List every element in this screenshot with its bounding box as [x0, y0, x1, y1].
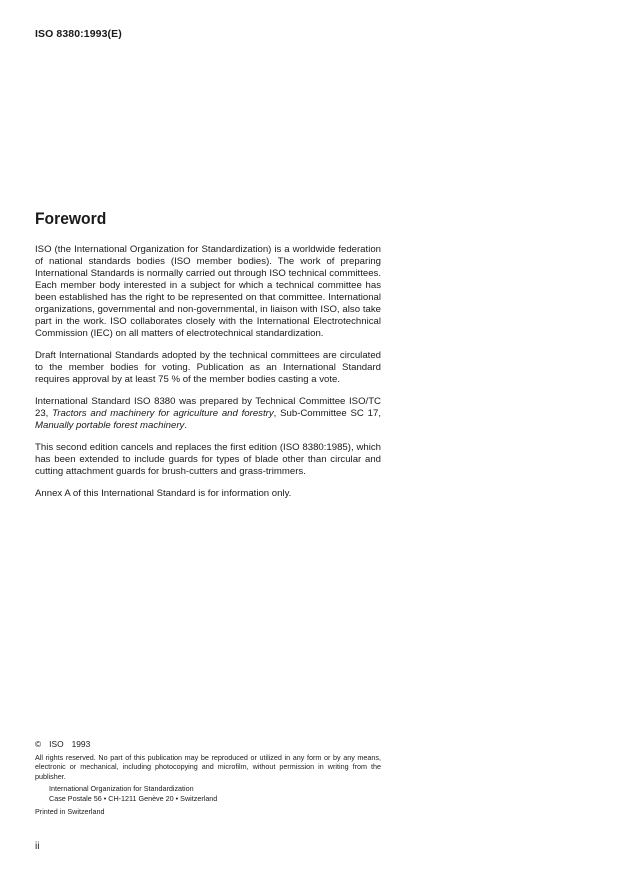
page-number: ii — [35, 841, 40, 852]
organization-address: Case Postale 56 • CH-1211 Genève 20 • Switzerland — [49, 793, 218, 803]
rights-statement: All rights reserved. No part of this publication may be reproduced or utilized in any form or by any means, electronic or mechanical, including photocopying and microfilm, without permission in writing from the publisher. — [35, 752, 381, 781]
document-id: ISO 8380:1993(E) — [35, 28, 122, 40]
paragraph-about-iso: ISO (the International Organization for Standardization) is a worldwide federation of national standards bodies (ISO member bodies). The work of preparing International Standards is normally carried out through ISO technical committees. Each member body interested in a subject for which a technical committee has been established has the right to be represented on that committee. International organizations, governmental and non-governmental, in liaison with ISO, also take part in the work. ISO collaborates closely with the International Electrotechnical Commission (IEC) on all matters of electrotechnical standardization. — [35, 244, 381, 339]
prepared-by-text-2: , Sub-Committee SC 17, — [273, 408, 381, 419]
foreword-body — [35, 244, 381, 500]
copyright-symbol: © — [35, 739, 42, 749]
copyright-year: 1993 — [71, 739, 91, 749]
prepared-by-text-1: International Standard ISO 8380 was prepared by Technical Committee ISO/TC 23, — [35, 396, 381, 419]
copyright-org: ISO — [49, 739, 64, 749]
paragraph-draft-standards: Draft International Standards adopted by the technical committees are circulated to the member bodies for voting. Publication as an International Standard requires approval by at least 75 % of the member bodies casting a vote. — [35, 350, 381, 385]
prepared-by-text-3: . — [184, 420, 187, 431]
copyright-footer — [35, 740, 381, 816]
copyright-line — [35, 740, 381, 750]
printed-in: Printed in Switzerland — [35, 806, 105, 816]
organization-name: International Organization for Standardization — [49, 784, 194, 794]
subcommittee-name: Manually portable forest machinery — [35, 420, 185, 431]
paragraph-annex: Annex A of this International Standard is for information only. — [35, 488, 292, 499]
page-title: Foreword — [35, 209, 107, 228]
paragraph-edition: This second edition cancels and replaces the first edition (ISO 8380:1985), which has been extended to include guards for types of blade other than circular and cutting attachment guards for brush-cutters and grass-trimmers. — [35, 442, 381, 477]
committee-name: Tractors and machinery for agriculture and forestry — [52, 408, 274, 419]
paragraph-prepared-by — [35, 396, 381, 432]
